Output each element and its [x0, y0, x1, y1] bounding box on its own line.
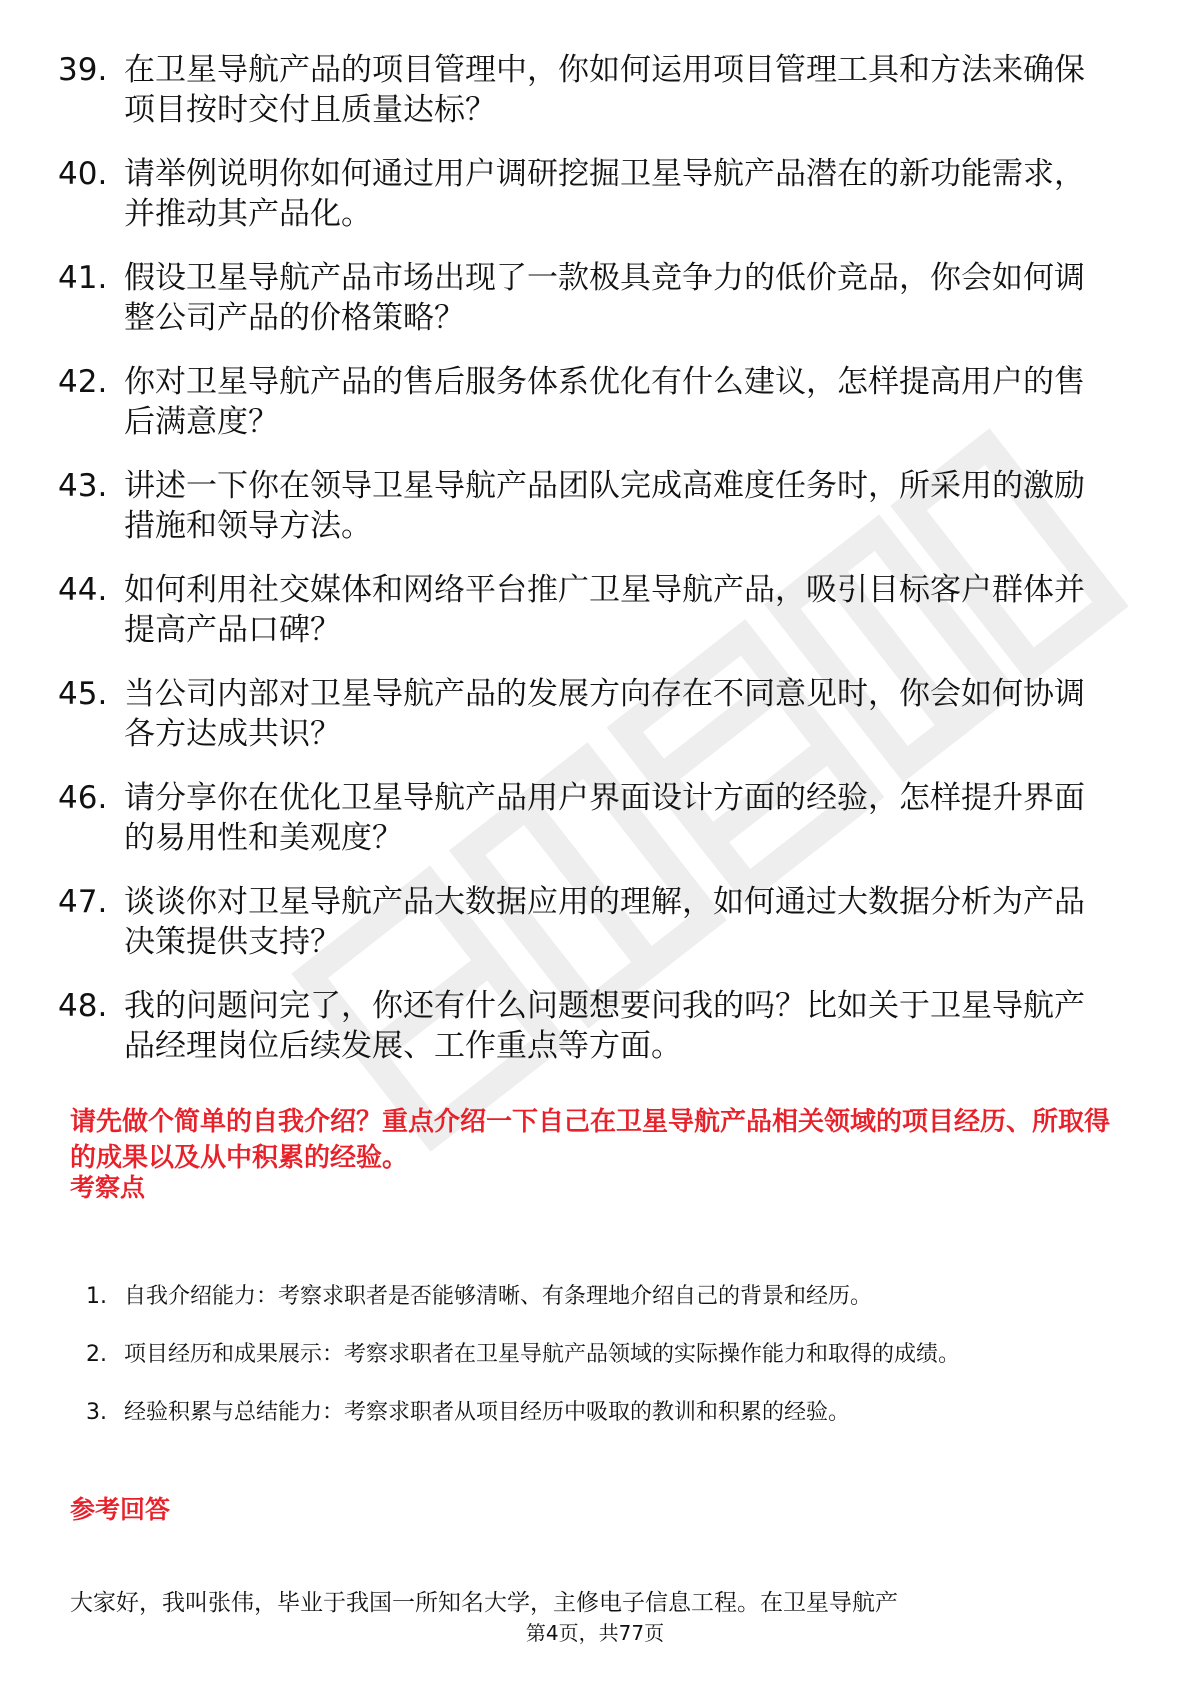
question-item [58, 466, 1138, 546]
question-number: 40. [58, 156, 108, 192]
inspection-points-list [86, 1268, 1126, 1442]
question-text: 当公司内部对卫星导航产品的发展方向存在不同意见时，你会如何协调各方达成共识？ [124, 676, 1085, 752]
question-item [58, 258, 1138, 338]
point-text: 项目经历和成果展示：考察求职者在卫星导航产品领域的实际操作能力和取得的成绩。 [124, 1342, 961, 1367]
question-text: 讲述一下你在领导卫星导航产品团队完成高难度任务时，所采用的激励措施和领导方法。 [124, 468, 1085, 544]
question-text: 你对卫星导航产品的售后服务体系优化有什么建议，怎样提高用户的售后满意度？ [124, 364, 1085, 440]
question-item [58, 674, 1138, 754]
reference-answer: 大家好，我叫张伟，毕业于我国一所知名大学，主修电子信息工程。在卫星导航产 [70, 1590, 898, 1616]
point-text: 自我介绍能力：考察求职者是否能够清晰、有条理地介绍自己的背景和经历。 [124, 1284, 873, 1309]
question-text: 在卫星导航产品的项目管理中，你如何运用项目管理工具和方法来确保项目按时交付且质量达标？ [124, 52, 1085, 128]
page-number: 第4页，共77页 [525, 1621, 665, 1645]
inspection-point [86, 1326, 1126, 1384]
point-number: 2. [86, 1342, 107, 1367]
question-number: 43. [58, 468, 108, 504]
question-number: 45. [58, 676, 108, 712]
question-number: 48. [58, 988, 108, 1024]
question-text: 我的问题问完了，你还有什么问题想要问我的吗？比如关于卫星导航产品经理岗位后续发展、工作重点等方面。 [124, 988, 1085, 1064]
question-list [58, 50, 1138, 1090]
question-number: 42. [58, 364, 108, 400]
question-text: 请分享你在优化卫星导航产品用户界面设计方面的经验，怎样提升界面的易用性和美观度？ [124, 780, 1085, 856]
question-text: 如何利用社交媒体和网络平台推广卫星导航产品，吸引目标客户群体并提高产品口碑？ [124, 572, 1085, 648]
question-number: 44. [58, 572, 108, 608]
inspection-point [86, 1268, 1126, 1326]
question-text: 请举例说明你如何通过用户调研挖掘卫星导航产品潜在的新功能需求，并推动其产品化。 [124, 156, 1085, 232]
question-item [58, 986, 1138, 1066]
question-text: 假设卫星导航产品市场出现了一款极具竞争力的低价竞品，你会如何调整公司产品的价格策略？ [124, 260, 1085, 336]
question-text: 谈谈你对卫星导航产品大数据应用的理解，如何通过大数据分析为产品决策提供支持？ [124, 884, 1085, 960]
reference-title: 参考回答 [70, 1495, 171, 1524]
question-item [58, 778, 1138, 858]
question-number: 46. [58, 780, 108, 816]
question-item [58, 570, 1138, 650]
question-number: 41. [58, 260, 108, 296]
question-item [58, 362, 1138, 442]
question-number: 47. [58, 884, 108, 920]
inspection-title: 考察点 [70, 1173, 146, 1202]
inspection-point [86, 1384, 1126, 1442]
point-number: 1. [86, 1284, 107, 1309]
question-item [58, 50, 1138, 130]
question-item [58, 154, 1138, 234]
question-number: 39. [58, 52, 108, 88]
point-number: 3. [86, 1400, 107, 1425]
point-text: 经验积累与总结能力：考察求职者从项目经历中吸取的教训和积累的经验。 [124, 1400, 851, 1425]
highlight-question: 请先做个简单的自我介绍？重点介绍一下自己在卫星导航产品相关领域的项目经历、所取得的成果以及从中积累的经验。 [70, 1107, 1111, 1173]
question-item [58, 882, 1138, 962]
